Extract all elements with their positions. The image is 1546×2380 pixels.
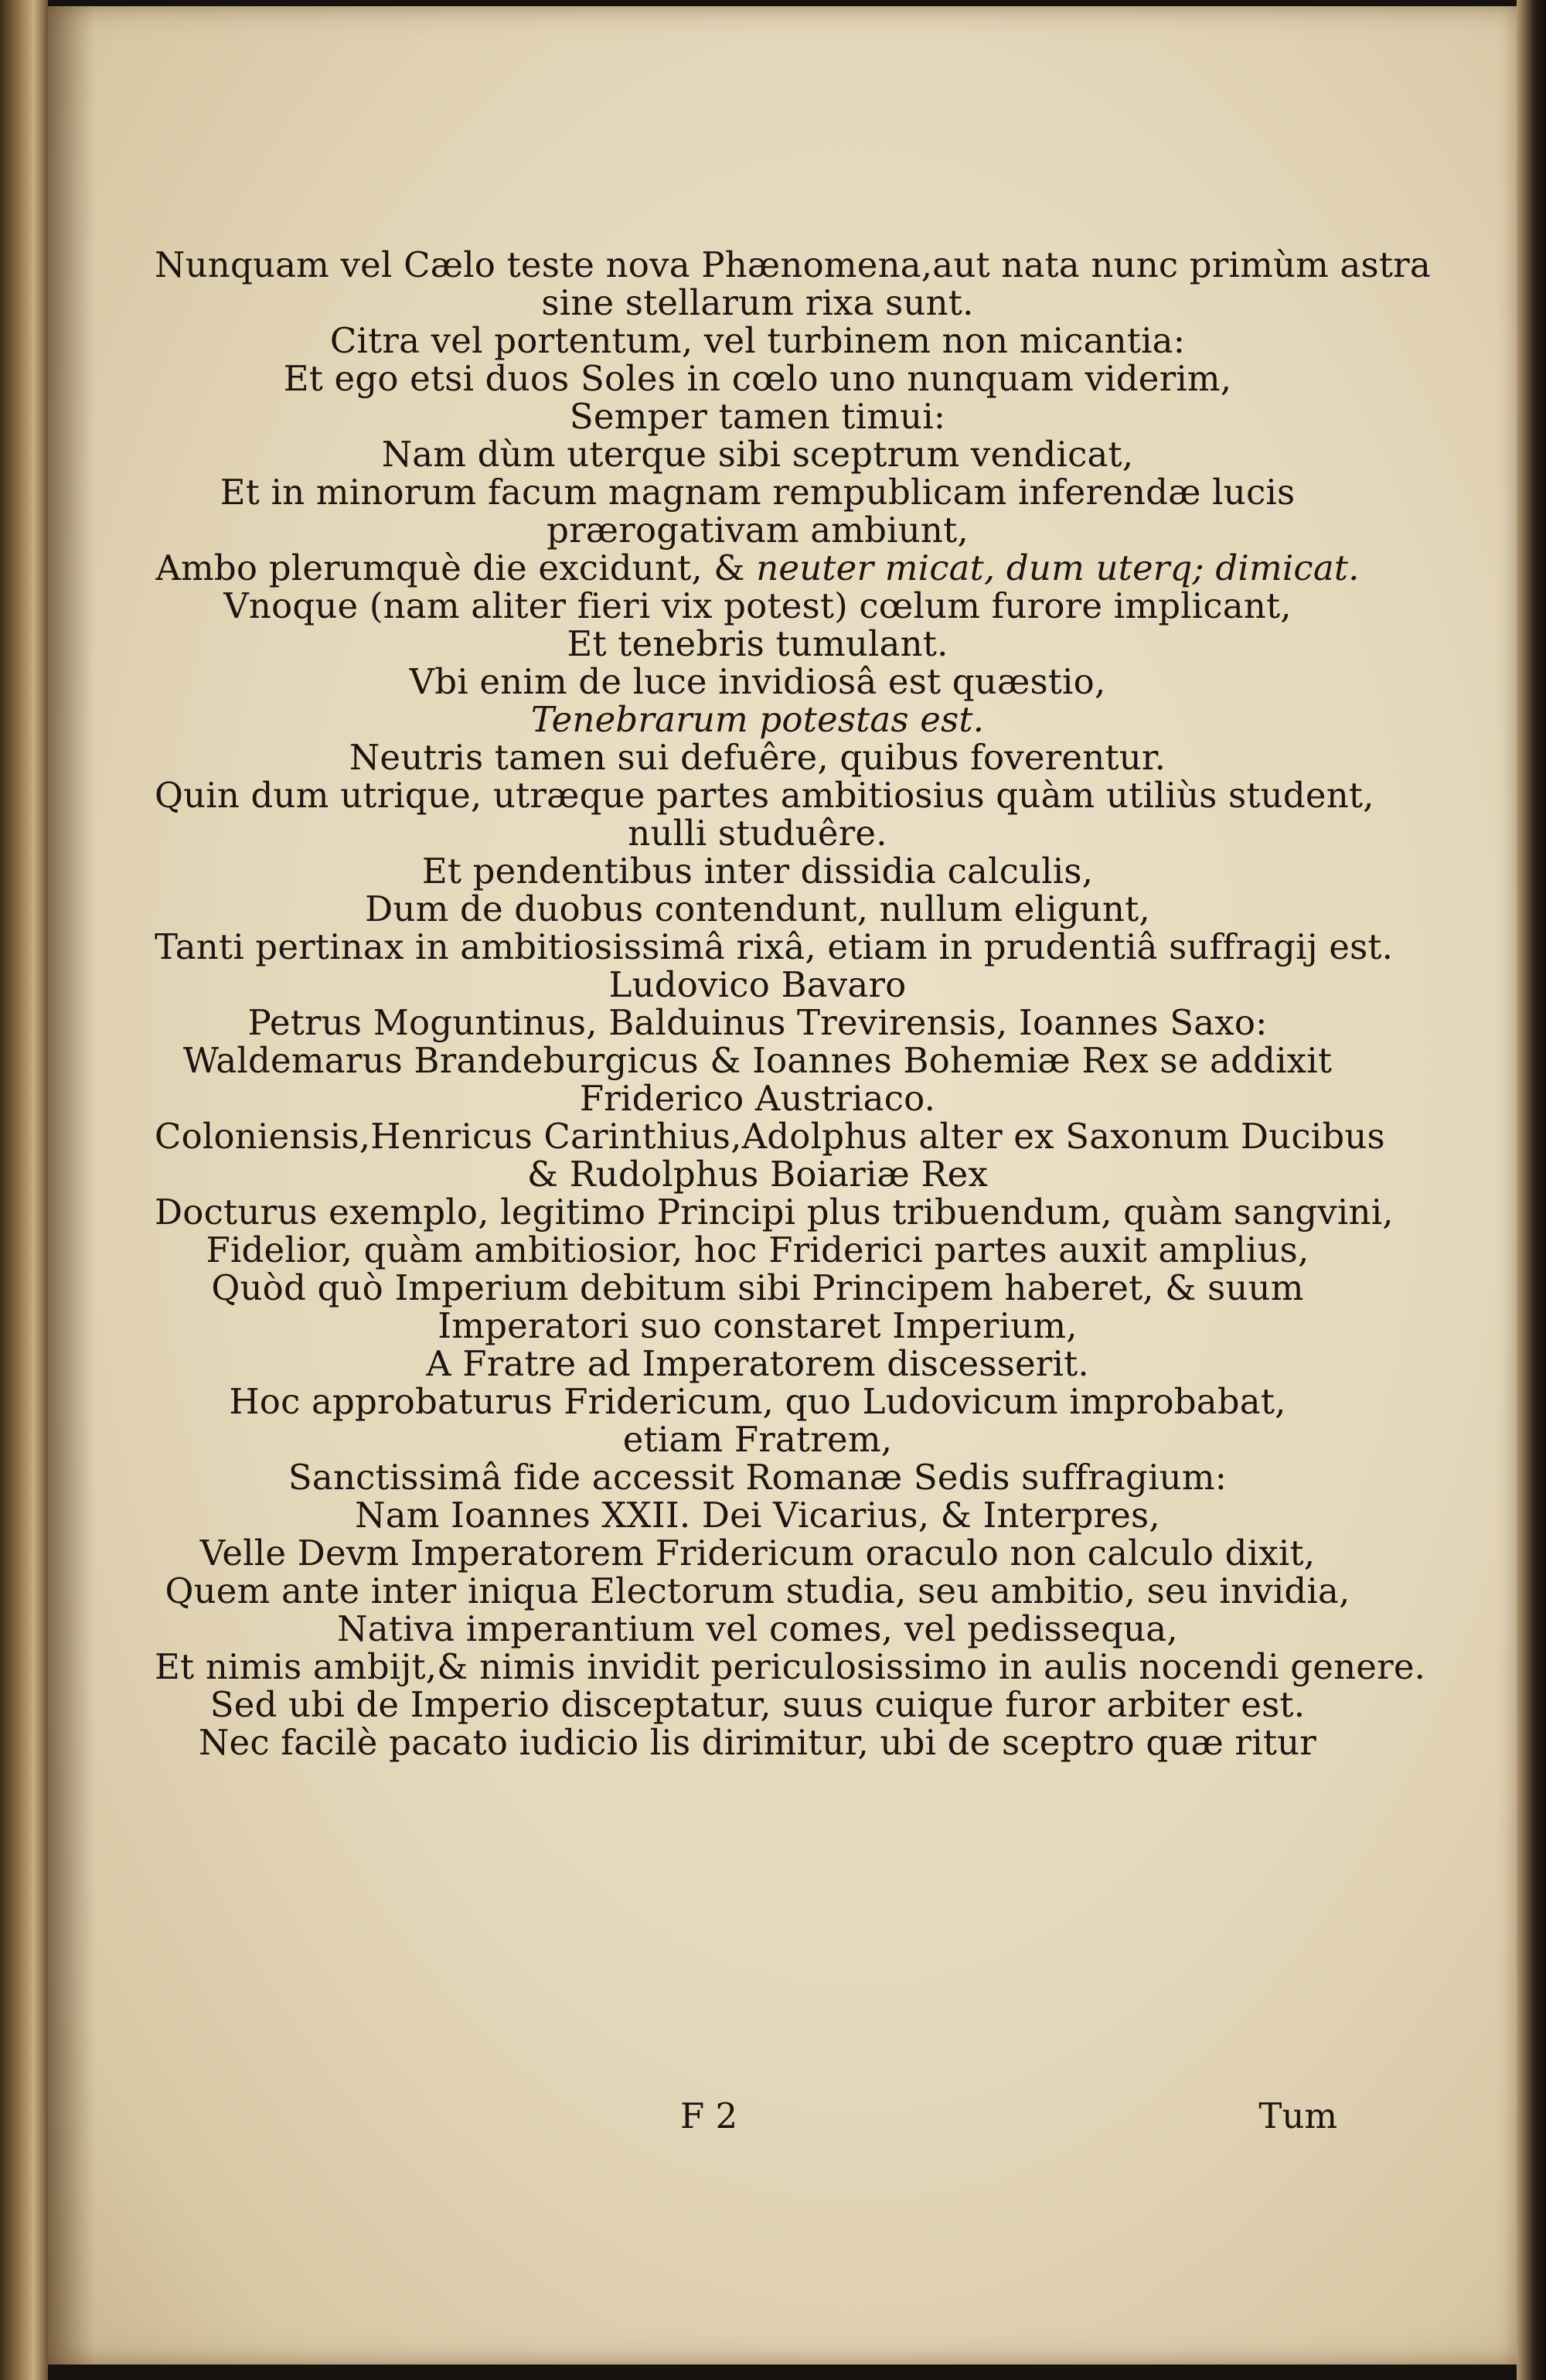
text-line: Waldemarus Brandeburgicus & Ioannes Bohemiæ Rex se addixit [182,1040,1333,1081]
text-line: Nunquam vel Cælo teste nova Phænomena,aut nata nunc primùm astra [155,244,1431,285]
text-line: etiam Fratrem, [622,1419,893,1460]
signature-mark: F 2 [680,2095,738,2136]
text-line-italic: Tenebrarum potestas est. [530,699,985,740]
text-line: Citra vel portentum, vel turbinem non micantia: [329,320,1186,361]
text-line-roman: Ambo plerumquè die excidunt, & [155,547,757,588]
text-line: Et pendentibus inter dissidia calculis, [421,851,1094,892]
catchword: Tum [1258,2095,1337,2136]
text-line: Sed ubi de Imperio disceptatur, suus cuique furor arbiter est. [209,1684,1306,1725]
text-line: prærogativam ambiunt, [547,510,969,551]
text-line: Semper tamen timui: [569,396,946,437]
text-line: & Rudolphus Boiariæ Rex [526,1154,989,1195]
left-page-edge [0,0,48,2380]
text-line: Et in minorum facum magnam rempublicam inferendæ lucis [220,472,1296,513]
text-line: Quem ante inter iniqua Electorum studia, seu ambitio, seu invidia, [165,1570,1350,1611]
text-line: Velle Devm Imperatorem Fridericum oraculo non calculo dixit, [199,1533,1316,1574]
text-line: Neutris tamen sui defuêre, quibus foverentur. [349,737,1166,778]
text-line: Nam Ioannes XXII. Dei Vicarius, & Interpres, [355,1495,1160,1536]
text-line: Dum de duobus contendunt, nullum eligunt, [365,888,1150,929]
text-line: Vnoque (nam aliter fieri vix potest) cœlum furore implicant, [223,585,1292,626]
text-line: Nec facilè pacato iudicio lis dirimitur, ubi de sceptro quæ ritur [198,1722,1317,1763]
text-line: Quin dum utrique, utræque partes ambitiosius quàm utiliùs student, [155,775,1374,816]
right-page-edge [1517,0,1546,2380]
gutter-shadow [48,6,94,2365]
text-line: Fidelior, quàm ambitiosior, hoc Friderici partes auxit amplius, [206,1229,1309,1270]
text-line: Et ego etsi duos Soles in cœlo uno nunquam viderim, [283,358,1232,399]
page-footer [155,2095,1360,2139]
text-line: Friderico Austriaco. [579,1078,936,1119]
text-line-italic: neuter micat, dum uterq; dimicat. [756,547,1360,588]
text-line: Vbi enim de luce invidiosâ est quæstio, [409,661,1106,702]
text-line: Et nimis ambijt,& nimis invidit periculosissimo in aulis nocendi genere. [155,1646,1426,1687]
text-line: Coloniensis,Henricus Carinthius,Adolphus alter ex Saxonum Ducibus [155,1116,1385,1157]
text-line: Tanti pertinax in ambitiosissimâ rixâ, etiam in prudentiâ suffragij est. [155,926,1394,967]
text-line: Imperatori suo constaret Imperium, [438,1305,1078,1346]
text-line: A Fratre ad Imperatorem discesserit. [426,1343,1089,1384]
text-line: Et tenebris tumulant. [567,623,948,664]
text-line-mixed [155,549,1360,587]
text-line: Nativa imperantium vel comes, vel pedissequa, [337,1608,1178,1649]
text-line: sine stellarum rixa sunt. [541,282,974,323]
text-line: Petrus Moguntinus, Balduinus Trevirensis, Ioannes Saxo: [247,1002,1268,1043]
text-line: Ludovico Bavaro [608,964,907,1005]
text-line: Sanctissimâ fide accessit Romanæ Sedis suffragium: [288,1457,1228,1498]
text-line: Nam dùm uterque sibi sceptrum vendicat, [381,434,1134,475]
text-line: Hoc approbaturus Fridericum, quo Ludovicum improbabat, [229,1381,1286,1422]
body-text [155,244,1431,1763]
text-line: Docturus exemplo, legitimo Principi plus tribuendum, quàm sangvini, [155,1192,1394,1233]
text-line: Quòd quò Imperium debitum sibi Principem haberet, & suum [211,1267,1304,1308]
text-line: nulli studuêre. [628,813,887,854]
